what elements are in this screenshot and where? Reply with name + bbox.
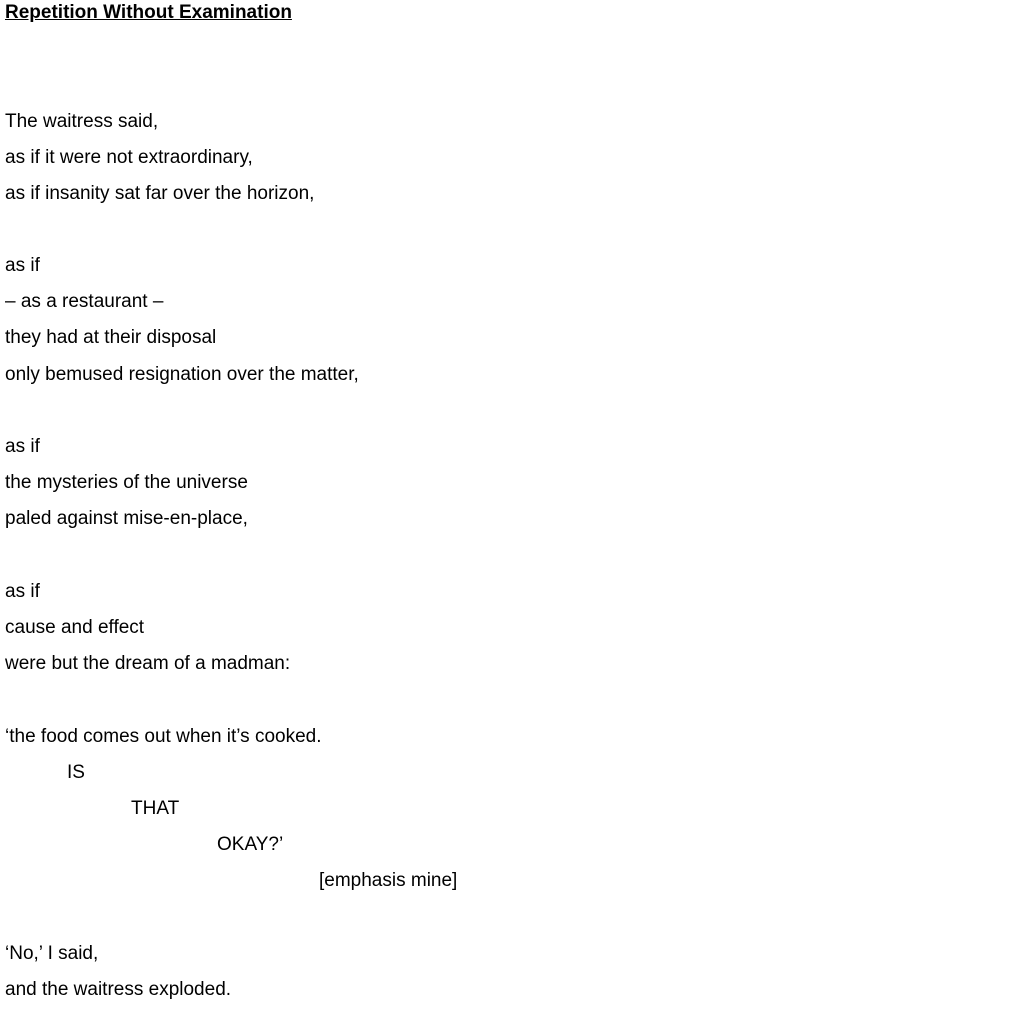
poem-line: as if [5, 255, 40, 276]
poem-line: ‘No,’ I said, [5, 943, 99, 964]
poem-line-indented: OKAY?’ [217, 834, 284, 855]
poem-line: and the waitress exploded. [5, 979, 232, 1000]
poem-line: were but the dream of a madman: [5, 653, 291, 674]
poem-line: as if [5, 581, 40, 602]
poem-line: the mysteries of the universe [5, 472, 248, 493]
poem-line: paled against mise-en-place, [5, 508, 248, 529]
poem-line: as if insanity sat far over the horizon, [5, 183, 315, 204]
poem-line: ‘the food comes out when it’s cooked. [5, 726, 322, 747]
poem-line: – as a restaurant – [5, 291, 164, 312]
poem-title: Repetition Without Examination [5, 2, 292, 23]
poem-line: cause and effect [5, 617, 145, 638]
poem-line: as if it were not extraordinary, [5, 147, 253, 168]
poem-line: they had at their disposal [5, 327, 217, 348]
poem-line: as if [5, 436, 40, 457]
poem-line-indented: IS [67, 762, 85, 783]
poem-line: The waitress said, [5, 111, 159, 132]
poem-line-indented: THAT [131, 798, 180, 819]
poem-line: only bemused resignation over the matter, [5, 364, 359, 385]
emphasis-note: [emphasis mine] [319, 870, 458, 891]
